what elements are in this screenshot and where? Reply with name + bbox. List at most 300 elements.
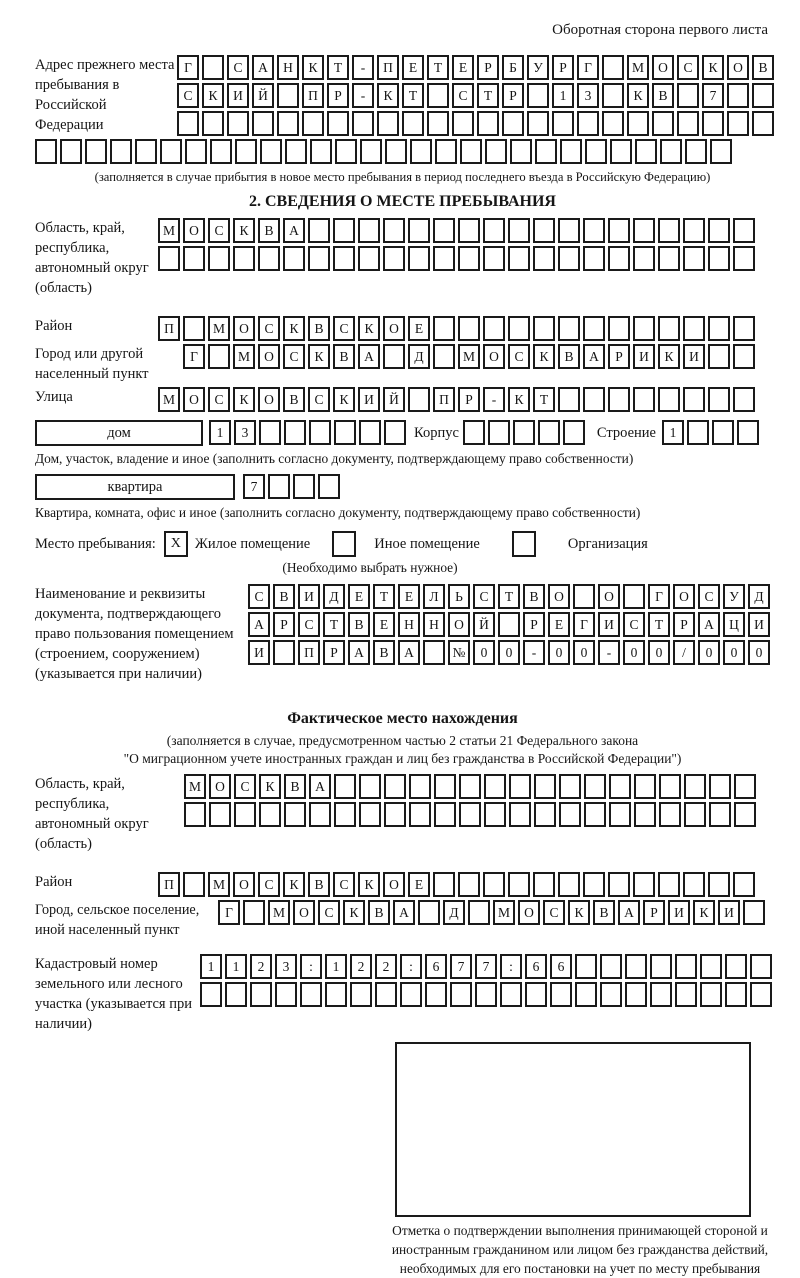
char-cell[interactable] bbox=[483, 218, 505, 243]
char-cell[interactable] bbox=[158, 246, 180, 271]
char-cell[interactable] bbox=[525, 982, 547, 1007]
char-cell[interactable]: Р bbox=[643, 900, 665, 925]
char-cell[interactable]: Г bbox=[577, 55, 599, 80]
char-cell[interactable] bbox=[508, 316, 530, 341]
char-cell[interactable]: № bbox=[448, 640, 470, 665]
char-cell[interactable]: Б bbox=[502, 55, 524, 80]
stay-type-checkbox-residential[interactable]: X bbox=[164, 531, 188, 557]
char-cell[interactable]: С bbox=[318, 900, 340, 925]
char-cell[interactable]: : bbox=[300, 954, 322, 979]
char-cell[interactable] bbox=[684, 802, 706, 827]
char-cell[interactable] bbox=[258, 246, 280, 271]
char-cell[interactable] bbox=[734, 774, 756, 799]
char-cell[interactable] bbox=[552, 111, 574, 136]
char-cell[interactable] bbox=[483, 316, 505, 341]
char-cell[interactable] bbox=[185, 139, 207, 164]
char-cell[interactable] bbox=[633, 246, 655, 271]
char-cell[interactable]: Е bbox=[452, 55, 474, 80]
char-cell[interactable]: Е bbox=[408, 316, 430, 341]
char-cell[interactable]: В bbox=[333, 344, 355, 369]
char-cell[interactable] bbox=[359, 420, 381, 445]
char-cell[interactable] bbox=[277, 83, 299, 108]
char-cell[interactable]: Т bbox=[373, 584, 395, 609]
char-cell[interactable] bbox=[259, 802, 281, 827]
char-cell[interactable]: П bbox=[158, 872, 180, 897]
char-cell[interactable]: М bbox=[627, 55, 649, 80]
char-cell[interactable] bbox=[558, 218, 580, 243]
char-cell[interactable]: - bbox=[352, 83, 374, 108]
char-cell[interactable] bbox=[243, 900, 265, 925]
char-cell[interactable]: Й bbox=[252, 83, 274, 108]
char-cell[interactable]: К bbox=[333, 387, 355, 412]
char-cell[interactable]: И bbox=[248, 640, 270, 665]
char-cell[interactable]: О bbox=[383, 872, 405, 897]
char-cell[interactable] bbox=[484, 774, 506, 799]
char-cell[interactable]: Й bbox=[383, 387, 405, 412]
char-cell[interactable]: Д bbox=[408, 344, 430, 369]
char-cell[interactable]: В bbox=[368, 900, 390, 925]
char-cell[interactable] bbox=[110, 139, 132, 164]
char-cell[interactable]: Р bbox=[502, 83, 524, 108]
char-cell[interactable] bbox=[650, 954, 672, 979]
char-cell[interactable] bbox=[427, 111, 449, 136]
char-cell[interactable] bbox=[402, 111, 424, 136]
char-cell[interactable]: Н bbox=[398, 612, 420, 637]
char-cell[interactable]: Е bbox=[408, 872, 430, 897]
char-cell[interactable] bbox=[725, 954, 747, 979]
char-cell[interactable] bbox=[458, 872, 480, 897]
char-cell[interactable] bbox=[233, 246, 255, 271]
char-cell[interactable]: О bbox=[258, 387, 280, 412]
char-cell[interactable]: Д bbox=[443, 900, 465, 925]
char-cell[interactable] bbox=[683, 246, 705, 271]
char-cell[interactable] bbox=[433, 344, 455, 369]
char-cell[interactable]: А bbox=[393, 900, 415, 925]
char-cell[interactable]: О bbox=[233, 872, 255, 897]
char-cell[interactable] bbox=[268, 474, 290, 499]
char-cell[interactable]: Т bbox=[498, 584, 520, 609]
char-cell[interactable] bbox=[334, 420, 356, 445]
char-cell[interactable] bbox=[602, 111, 624, 136]
char-cell[interactable] bbox=[300, 982, 322, 1007]
char-cell[interactable] bbox=[202, 111, 224, 136]
char-cell[interactable] bbox=[409, 802, 431, 827]
char-cell[interactable] bbox=[483, 246, 505, 271]
char-cell[interactable] bbox=[700, 982, 722, 1007]
char-cell[interactable]: А bbox=[252, 55, 274, 80]
char-cell[interactable] bbox=[558, 316, 580, 341]
char-cell[interactable] bbox=[463, 420, 485, 445]
char-cell[interactable] bbox=[350, 982, 372, 1007]
char-cell[interactable] bbox=[135, 139, 157, 164]
char-cell[interactable] bbox=[527, 111, 549, 136]
char-cell[interactable]: С bbox=[208, 387, 230, 412]
char-cell[interactable] bbox=[608, 872, 630, 897]
char-cell[interactable] bbox=[502, 111, 524, 136]
char-cell[interactable] bbox=[585, 139, 607, 164]
char-cell[interactable] bbox=[225, 982, 247, 1007]
char-cell[interactable] bbox=[160, 139, 182, 164]
char-cell[interactable] bbox=[275, 982, 297, 1007]
char-cell[interactable]: Р bbox=[523, 612, 545, 637]
char-cell[interactable] bbox=[708, 344, 730, 369]
char-cell[interactable] bbox=[633, 316, 655, 341]
char-cell[interactable] bbox=[477, 111, 499, 136]
char-cell[interactable] bbox=[733, 344, 755, 369]
char-cell[interactable] bbox=[408, 387, 430, 412]
char-cell[interactable] bbox=[743, 900, 765, 925]
char-cell[interactable] bbox=[600, 954, 622, 979]
char-cell[interactable]: К bbox=[302, 55, 324, 80]
char-cell[interactable] bbox=[293, 474, 315, 499]
char-cell[interactable]: С bbox=[248, 584, 270, 609]
char-cell[interactable] bbox=[675, 982, 697, 1007]
char-cell[interactable] bbox=[450, 982, 472, 1007]
char-cell[interactable]: К bbox=[627, 83, 649, 108]
char-cell[interactable]: С bbox=[298, 612, 320, 637]
char-cell[interactable] bbox=[468, 900, 490, 925]
char-cell[interactable] bbox=[184, 802, 206, 827]
char-cell[interactable]: И bbox=[598, 612, 620, 637]
char-cell[interactable] bbox=[508, 218, 530, 243]
char-cell[interactable]: Г bbox=[573, 612, 595, 637]
char-cell[interactable]: С bbox=[623, 612, 645, 637]
char-cell[interactable]: К bbox=[658, 344, 680, 369]
char-cell[interactable]: - bbox=[352, 55, 374, 80]
char-cell[interactable] bbox=[633, 218, 655, 243]
char-cell[interactable] bbox=[509, 774, 531, 799]
char-cell[interactable]: Д bbox=[323, 584, 345, 609]
char-cell[interactable]: О bbox=[233, 316, 255, 341]
char-cell[interactable]: С bbox=[258, 872, 280, 897]
char-cell[interactable] bbox=[259, 420, 281, 445]
char-cell[interactable]: В bbox=[283, 387, 305, 412]
char-cell[interactable] bbox=[623, 584, 645, 609]
char-cell[interactable]: В bbox=[273, 584, 295, 609]
char-cell[interactable]: С bbox=[333, 872, 355, 897]
char-cell[interactable] bbox=[234, 802, 256, 827]
char-cell[interactable] bbox=[485, 139, 507, 164]
char-cell[interactable] bbox=[333, 246, 355, 271]
char-cell[interactable]: 3 bbox=[234, 420, 256, 445]
char-cell[interactable]: 2 bbox=[375, 954, 397, 979]
char-cell[interactable] bbox=[384, 774, 406, 799]
char-cell[interactable]: С bbox=[473, 584, 495, 609]
char-cell[interactable] bbox=[427, 83, 449, 108]
char-cell[interactable] bbox=[384, 420, 406, 445]
char-cell[interactable] bbox=[750, 954, 772, 979]
char-cell[interactable] bbox=[683, 387, 705, 412]
house-type-box[interactable]: дом bbox=[35, 420, 203, 446]
char-cell[interactable] bbox=[359, 774, 381, 799]
char-cell[interactable] bbox=[458, 218, 480, 243]
char-cell[interactable]: П bbox=[298, 640, 320, 665]
char-cell[interactable]: - bbox=[483, 387, 505, 412]
char-cell[interactable] bbox=[433, 316, 455, 341]
char-cell[interactable]: 3 bbox=[275, 954, 297, 979]
char-cell[interactable] bbox=[752, 111, 774, 136]
char-cell[interactable] bbox=[550, 982, 572, 1007]
char-cell[interactable] bbox=[183, 316, 205, 341]
char-cell[interactable]: 1 bbox=[552, 83, 574, 108]
char-cell[interactable] bbox=[483, 872, 505, 897]
char-cell[interactable] bbox=[608, 246, 630, 271]
char-cell[interactable] bbox=[633, 387, 655, 412]
char-cell[interactable] bbox=[458, 246, 480, 271]
char-cell[interactable] bbox=[358, 246, 380, 271]
char-cell[interactable]: Д bbox=[748, 584, 770, 609]
char-cell[interactable] bbox=[208, 344, 230, 369]
char-cell[interactable]: О bbox=[183, 387, 205, 412]
char-cell[interactable] bbox=[658, 872, 680, 897]
char-cell[interactable]: К bbox=[702, 55, 724, 80]
char-cell[interactable]: Т bbox=[533, 387, 555, 412]
char-cell[interactable]: К bbox=[377, 83, 399, 108]
char-cell[interactable] bbox=[559, 802, 581, 827]
char-cell[interactable]: Й bbox=[473, 612, 495, 637]
char-cell[interactable]: С bbox=[543, 900, 565, 925]
char-cell[interactable] bbox=[634, 802, 656, 827]
char-cell[interactable] bbox=[600, 982, 622, 1007]
char-cell[interactable] bbox=[533, 246, 555, 271]
char-cell[interactable]: С bbox=[677, 55, 699, 80]
char-cell[interactable] bbox=[434, 774, 456, 799]
char-cell[interactable]: В bbox=[558, 344, 580, 369]
char-cell[interactable] bbox=[609, 802, 631, 827]
stay-type-checkbox-organization[interactable] bbox=[512, 531, 536, 557]
char-cell[interactable] bbox=[308, 218, 330, 243]
char-cell[interactable] bbox=[333, 218, 355, 243]
char-cell[interactable] bbox=[734, 802, 756, 827]
char-cell[interactable] bbox=[633, 872, 655, 897]
char-cell[interactable] bbox=[527, 83, 549, 108]
char-cell[interactable] bbox=[575, 954, 597, 979]
char-cell[interactable]: К bbox=[508, 387, 530, 412]
char-cell[interactable]: К bbox=[308, 344, 330, 369]
char-cell[interactable]: И bbox=[633, 344, 655, 369]
char-cell[interactable]: М bbox=[458, 344, 480, 369]
char-cell[interactable] bbox=[658, 218, 680, 243]
char-cell[interactable] bbox=[202, 55, 224, 80]
char-cell[interactable] bbox=[709, 802, 731, 827]
char-cell[interactable] bbox=[252, 111, 274, 136]
char-cell[interactable]: А bbox=[618, 900, 640, 925]
char-cell[interactable]: Ь bbox=[448, 584, 470, 609]
char-cell[interactable]: А bbox=[583, 344, 605, 369]
char-cell[interactable] bbox=[400, 982, 422, 1007]
char-cell[interactable] bbox=[675, 954, 697, 979]
char-cell[interactable] bbox=[235, 139, 257, 164]
char-cell[interactable]: Е bbox=[398, 584, 420, 609]
char-cell[interactable]: Р bbox=[477, 55, 499, 80]
char-cell[interactable]: Р bbox=[273, 612, 295, 637]
char-cell[interactable]: : bbox=[400, 954, 422, 979]
char-cell[interactable]: 0 bbox=[723, 640, 745, 665]
char-cell[interactable] bbox=[733, 316, 755, 341]
char-cell[interactable] bbox=[610, 139, 632, 164]
char-cell[interactable]: К bbox=[358, 872, 380, 897]
char-cell[interactable] bbox=[709, 774, 731, 799]
char-cell[interactable] bbox=[583, 872, 605, 897]
char-cell[interactable] bbox=[327, 111, 349, 136]
char-cell[interactable]: 2 bbox=[350, 954, 372, 979]
char-cell[interactable]: - bbox=[598, 640, 620, 665]
char-cell[interactable] bbox=[563, 420, 585, 445]
char-cell[interactable]: 0 bbox=[573, 640, 595, 665]
char-cell[interactable]: В bbox=[752, 55, 774, 80]
char-cell[interactable]: - bbox=[523, 640, 545, 665]
char-cell[interactable] bbox=[383, 218, 405, 243]
char-cell[interactable] bbox=[335, 139, 357, 164]
char-cell[interactable]: Г bbox=[177, 55, 199, 80]
char-cell[interactable] bbox=[310, 139, 332, 164]
char-cell[interactable] bbox=[423, 640, 445, 665]
char-cell[interactable]: Л bbox=[423, 584, 445, 609]
char-cell[interactable] bbox=[385, 139, 407, 164]
char-cell[interactable] bbox=[510, 139, 532, 164]
char-cell[interactable] bbox=[200, 982, 222, 1007]
char-cell[interactable] bbox=[273, 640, 295, 665]
char-cell[interactable] bbox=[683, 872, 705, 897]
char-cell[interactable] bbox=[352, 111, 374, 136]
char-cell[interactable] bbox=[608, 218, 630, 243]
char-cell[interactable]: П bbox=[302, 83, 324, 108]
char-cell[interactable]: М bbox=[493, 900, 515, 925]
char-cell[interactable] bbox=[752, 83, 774, 108]
char-cell[interactable]: К bbox=[233, 387, 255, 412]
char-cell[interactable]: С bbox=[452, 83, 474, 108]
char-cell[interactable] bbox=[534, 774, 556, 799]
char-cell[interactable] bbox=[602, 55, 624, 80]
char-cell[interactable] bbox=[508, 246, 530, 271]
char-cell[interactable]: 1 bbox=[200, 954, 222, 979]
char-cell[interactable] bbox=[625, 954, 647, 979]
char-cell[interactable]: С bbox=[698, 584, 720, 609]
char-cell[interactable]: П bbox=[377, 55, 399, 80]
char-cell[interactable]: Е bbox=[373, 612, 395, 637]
char-cell[interactable]: 1 bbox=[662, 420, 684, 445]
char-cell[interactable] bbox=[284, 420, 306, 445]
char-cell[interactable]: 6 bbox=[525, 954, 547, 979]
char-cell[interactable] bbox=[560, 139, 582, 164]
char-cell[interactable]: Е bbox=[348, 584, 370, 609]
char-cell[interactable] bbox=[177, 111, 199, 136]
char-cell[interactable]: И bbox=[748, 612, 770, 637]
char-cell[interactable] bbox=[409, 774, 431, 799]
char-cell[interactable]: М bbox=[233, 344, 255, 369]
char-cell[interactable]: О bbox=[598, 584, 620, 609]
char-cell[interactable] bbox=[484, 802, 506, 827]
char-cell[interactable] bbox=[500, 982, 522, 1007]
char-cell[interactable] bbox=[383, 246, 405, 271]
char-cell[interactable] bbox=[410, 139, 432, 164]
char-cell[interactable] bbox=[677, 83, 699, 108]
char-cell[interactable] bbox=[660, 139, 682, 164]
char-cell[interactable]: 0 bbox=[748, 640, 770, 665]
char-cell[interactable]: Т bbox=[427, 55, 449, 80]
char-cell[interactable]: А bbox=[698, 612, 720, 637]
char-cell[interactable]: О bbox=[383, 316, 405, 341]
char-cell[interactable] bbox=[384, 802, 406, 827]
char-cell[interactable]: П bbox=[433, 387, 455, 412]
char-cell[interactable] bbox=[308, 246, 330, 271]
char-cell[interactable]: С bbox=[258, 316, 280, 341]
char-cell[interactable]: Н bbox=[423, 612, 445, 637]
char-cell[interactable]: 0 bbox=[473, 640, 495, 665]
char-cell[interactable]: И bbox=[668, 900, 690, 925]
char-cell[interactable] bbox=[277, 111, 299, 136]
char-cell[interactable]: М bbox=[208, 316, 230, 341]
char-cell[interactable]: С bbox=[177, 83, 199, 108]
char-cell[interactable] bbox=[533, 316, 555, 341]
char-cell[interactable] bbox=[459, 802, 481, 827]
char-cell[interactable]: В bbox=[258, 218, 280, 243]
char-cell[interactable] bbox=[677, 111, 699, 136]
char-cell[interactable] bbox=[683, 218, 705, 243]
char-cell[interactable] bbox=[658, 316, 680, 341]
char-cell[interactable] bbox=[584, 774, 606, 799]
char-cell[interactable] bbox=[302, 111, 324, 136]
char-cell[interactable] bbox=[708, 246, 730, 271]
char-cell[interactable] bbox=[85, 139, 107, 164]
char-cell[interactable]: С bbox=[308, 387, 330, 412]
char-cell[interactable] bbox=[183, 872, 205, 897]
char-cell[interactable] bbox=[359, 802, 381, 827]
char-cell[interactable] bbox=[708, 872, 730, 897]
char-cell[interactable] bbox=[659, 802, 681, 827]
char-cell[interactable] bbox=[35, 139, 57, 164]
char-cell[interactable]: Р bbox=[552, 55, 574, 80]
char-cell[interactable]: 3 bbox=[577, 83, 599, 108]
char-cell[interactable] bbox=[577, 111, 599, 136]
char-cell[interactable]: Ц bbox=[723, 612, 745, 637]
char-cell[interactable] bbox=[508, 872, 530, 897]
char-cell[interactable] bbox=[309, 802, 331, 827]
char-cell[interactable] bbox=[433, 872, 455, 897]
char-cell[interactable]: И bbox=[298, 584, 320, 609]
char-cell[interactable] bbox=[408, 218, 430, 243]
char-cell[interactable]: Т bbox=[327, 55, 349, 80]
char-cell[interactable]: 1 bbox=[325, 954, 347, 979]
char-cell[interactable]: А bbox=[398, 640, 420, 665]
char-cell[interactable] bbox=[652, 111, 674, 136]
char-cell[interactable] bbox=[708, 218, 730, 243]
char-cell[interactable]: 2 bbox=[250, 954, 272, 979]
char-cell[interactable] bbox=[602, 83, 624, 108]
char-cell[interactable]: К bbox=[568, 900, 590, 925]
char-cell[interactable]: М bbox=[208, 872, 230, 897]
char-cell[interactable]: Е bbox=[548, 612, 570, 637]
char-cell[interactable]: А bbox=[309, 774, 331, 799]
char-cell[interactable]: В bbox=[308, 872, 330, 897]
char-cell[interactable] bbox=[408, 246, 430, 271]
stay-type-checkbox-other[interactable] bbox=[332, 531, 356, 557]
char-cell[interactable] bbox=[459, 774, 481, 799]
char-cell[interactable]: 6 bbox=[550, 954, 572, 979]
char-cell[interactable]: 0 bbox=[623, 640, 645, 665]
char-cell[interactable]: О bbox=[548, 584, 570, 609]
char-cell[interactable]: 7 bbox=[243, 474, 265, 499]
char-cell[interactable]: 7 bbox=[450, 954, 472, 979]
char-cell[interactable] bbox=[383, 344, 405, 369]
char-cell[interactable] bbox=[583, 387, 605, 412]
char-cell[interactable]: К bbox=[343, 900, 365, 925]
char-cell[interactable] bbox=[452, 111, 474, 136]
char-cell[interactable] bbox=[712, 420, 734, 445]
char-cell[interactable]: : bbox=[500, 954, 522, 979]
char-cell[interactable] bbox=[609, 774, 631, 799]
char-cell[interactable] bbox=[727, 83, 749, 108]
